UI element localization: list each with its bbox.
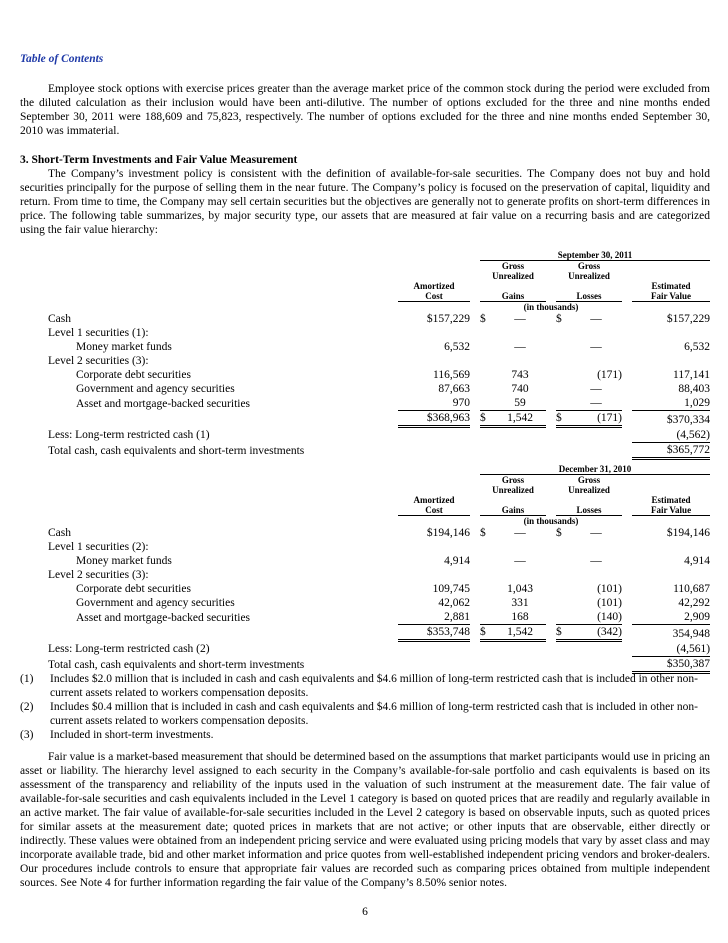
footnote-1 [20,672,710,700]
fair-value-table-dec-2010 [20,464,710,674]
cost-value: 970 [398,396,470,411]
page-number: 6 [362,906,368,918]
losses-value: (171) [597,369,622,381]
cost-value: 4,914 [444,555,470,567]
losses-value: — [570,396,622,411]
dollar-sign: $ [480,313,486,325]
fair-value-table-sep-2011 [20,250,710,460]
losses-value: — [590,313,602,325]
table-row [20,582,710,596]
gains-value: 331 [511,597,529,609]
dollar-sign: $ [556,313,562,325]
total-row [20,656,710,672]
section-3 [20,153,710,237]
cost-value: 116,569 [433,369,470,381]
footnote-number: (3) [20,729,34,741]
footnote-number: (2) [20,701,34,713]
options-paragraph-text: Employee stock options with exercise prices greater than the average market price of the common stock during the period were excluded from the diluted calculation as their inclusion would have been anti-dilutive. The number of options excluded for the three and nine months ended September 30, 2011 were 188,609 and 75,823, respectively. The number of options excluded for the three and nine months ended September 30, 2010 was immaterial. [20,83,710,137]
amortized-header: Amortized [413,495,455,505]
gains-value: — [514,341,526,353]
gross-header: Gross [501,475,525,485]
row-label: Total cash, cash equivalents and short-term investments [48,445,305,457]
subtotal-row [20,411,710,427]
table-row [20,396,710,411]
row-label: Level 2 securities (3): [48,569,149,581]
losses-value: — [590,527,602,539]
table-row [20,312,710,326]
fair-value: 6,532 [684,341,710,353]
cost-value: $353,748 [398,625,470,641]
row-label: Asset and mortgage-backed securities [76,397,251,410]
table-row [20,610,710,625]
row-label: Total cash, cash equivalents and short-term investments [48,659,305,671]
footnote-2 [20,700,710,728]
estimated-header: Estimated [651,281,691,291]
investment-policy-paragraph: The Company’s investment policy is consistent with the definition of available-for-sale securities. The Company does not buy and hold securities principally for the purpose of selling them in the near future. The Company’s policy is focused on the preservation of capital, liquidity and return. From time to time, the Company may sell certain securities but the objectives are generally not to generate profits on short-term differences in price. The following table summarizes, by major security type, our assets that are measured at fair value on a recurring basis and are categorized using the fair value hierarchy: [20,168,710,236]
cost-value: 87,663 [438,383,470,395]
cost-header: Cost [398,291,470,302]
gains-value: 743 [511,369,529,381]
row-label: Cash [48,527,71,539]
row-label: Level 1 securities (2): [48,541,149,553]
gross-header: Gross [577,261,601,271]
losses-value: (171) [570,411,622,427]
fair-value: 1,029 [632,396,710,411]
fair-value: 110,687 [673,583,711,595]
gains-value: 168 [494,610,546,625]
gains-value: — [514,555,526,567]
row-label: Asset and mortgage-backed securities [76,611,251,624]
fair-value: (4,561) [632,641,710,657]
gains-value: 1,542 [494,411,546,427]
footnote-text: Includes $0.4 million that is included in cash and cash equivalents and $4.6 million of long-term restricted cash that is included in other non-current assets related to workers compensation deposits. [50,701,699,727]
amortized-header: Amortized [413,281,455,291]
fair-value-header: Fair Value [632,291,710,302]
fair-value-paragraph [20,750,710,890]
dollar-sign: $ [480,625,494,641]
row-label: Level 2 securities (3): [48,355,149,367]
row-label: Government and agency securities [76,383,235,395]
fair-value: 117,141 [673,369,710,381]
footnote-3 [20,728,710,742]
table-row [20,641,710,657]
losses-value: (342) [570,625,622,641]
gross-header: Gross [501,261,525,271]
in-thousands-label: (in thousands) [523,516,579,526]
row-label: Corporate debt securities [76,369,191,381]
gains-value: — [514,527,526,539]
row-label: Government and agency securities [76,597,235,609]
fair-value: 4,914 [684,555,711,567]
fair-value: $350,387 [632,656,710,672]
table-row [20,382,710,396]
section-title: 3. Short-Term Investments and Fair Value Measurement [20,154,298,166]
fair-value: 354,948 [672,627,711,640]
row-label: Level 1 securities (1): [48,327,149,339]
losses-header: Losses [556,291,622,302]
fair-value: $194,146 [666,527,711,539]
losses-value: — [590,383,602,395]
period-header: September 30, 2011 [480,250,710,261]
table-of-contents-link[interactable]: Table of Contents [20,53,104,65]
table-row [20,526,710,540]
table-row [20,596,710,610]
gains-value: — [514,313,526,325]
estimated-header: Estimated [651,495,691,505]
cost-value: 109,745 [432,583,470,595]
cost-header: Cost [398,505,470,516]
dollar-sign: $ [556,625,570,641]
fair-value: $157,229 [666,313,710,325]
footnote-text: Included in short-term investments. [50,729,214,741]
unrealized-header: Unrealized [492,271,534,281]
options-paragraph [20,82,710,138]
unrealized-header: Unrealized [568,485,610,495]
row-label: Cash [48,313,71,325]
fair-value: 88,403 [678,383,710,395]
table-row [20,354,710,368]
dollar-sign: $ [556,411,570,427]
gains-value: 740 [511,383,529,395]
fair-value-header: Fair Value [632,505,710,516]
gains-value: 1,542 [494,625,546,641]
losses-value: (140) [570,610,622,625]
cost-value: 6,532 [444,341,470,353]
subtotal-row [20,625,710,641]
table-row [20,427,710,443]
losses-value: (101) [597,597,622,609]
losses-value: — [590,341,602,353]
gains-value: 1,043 [507,583,533,595]
table-row [20,554,710,568]
cost-value: $368,963 [398,411,470,427]
dollar-sign: $ [480,411,494,427]
table-row [20,368,710,382]
losses-value: (101) [597,583,622,595]
row-label: Money market funds [76,555,172,567]
table-row [20,340,710,354]
cost-value: 2,881 [398,610,470,625]
cost-value: 42,062 [438,597,470,609]
row-label: Corporate debt securities [76,583,191,595]
dollar-sign: $ [480,527,486,539]
table-row [20,540,710,554]
cost-value: $157,229 [426,313,470,325]
gains-value: 59 [494,396,546,411]
fair-value-paragraph-text: Fair value is a market-based measurement that should be determined based on the assumptions that market participants would use in pricing an asset or liability. The hierarchy level assigned to each security in the Company’s available-for-sale portfolio and cash equivalents is based on its assessment of the transparency and reliability of the inputs used in the valuation of such instrument at the measurement date. The fair value of available-for-sale securities and cash equivalents included in the Level 1 category is based on quoted prices that are readily and regularly available in an active market. The fair value of available-for-sale securities included in the Level 2 category is based on observable inputs, such as quoted prices for similar assets at the measurement date; quoted prices in markets that are not active; or other inputs that are observable, either directly or indirectly. These values were obtained from an independent pricing service and were evaluated using pricing models that vary by asset class and may incorporate available trade, bid and other market information and price quotes from well-established independent pricing vendors and broker-dealers. Our procedures include controls to ensure that appropriate fair values are recorded such as comparing prices obtained from multiple independent sources. See Note 4 for further information regarding the fair value of the Company’s 8.50% senior notes. [20,751,710,889]
table-row [20,326,710,340]
fair-value: 42,292 [678,597,711,609]
gains-header: Gains [480,505,546,516]
dollar-sign: $ [556,527,562,539]
unrealized-header: Unrealized [492,485,534,495]
row-label: Less: Long-term restricted cash (2) [48,643,210,655]
fair-value: (4,562) [632,427,710,443]
fair-value: $370,334 [666,413,710,426]
period-header: December 31, 2010 [480,464,710,475]
gains-header: Gains [480,291,546,302]
gross-header: Gross [577,475,601,485]
row-label: Money market funds [76,341,172,353]
table-row [20,568,710,582]
fair-value: 2,909 [632,610,710,625]
losses-value: — [590,555,602,567]
in-thousands-label: (in thousands) [523,302,579,312]
unrealized-header: Unrealized [568,271,610,281]
row-label: Less: Long-term restricted cash (1) [48,429,210,441]
fair-value: $365,772 [632,442,710,458]
losses-header: Losses [556,505,622,516]
footnote-number: (1) [20,673,34,685]
cost-value: $194,146 [426,527,470,539]
footnote-text: Includes $2.0 million that is included in cash and cash equivalents and $4.6 million of long-term restricted cash that is included in other non-current assets related to workers compensation deposits. [50,673,699,699]
total-row [20,442,710,458]
